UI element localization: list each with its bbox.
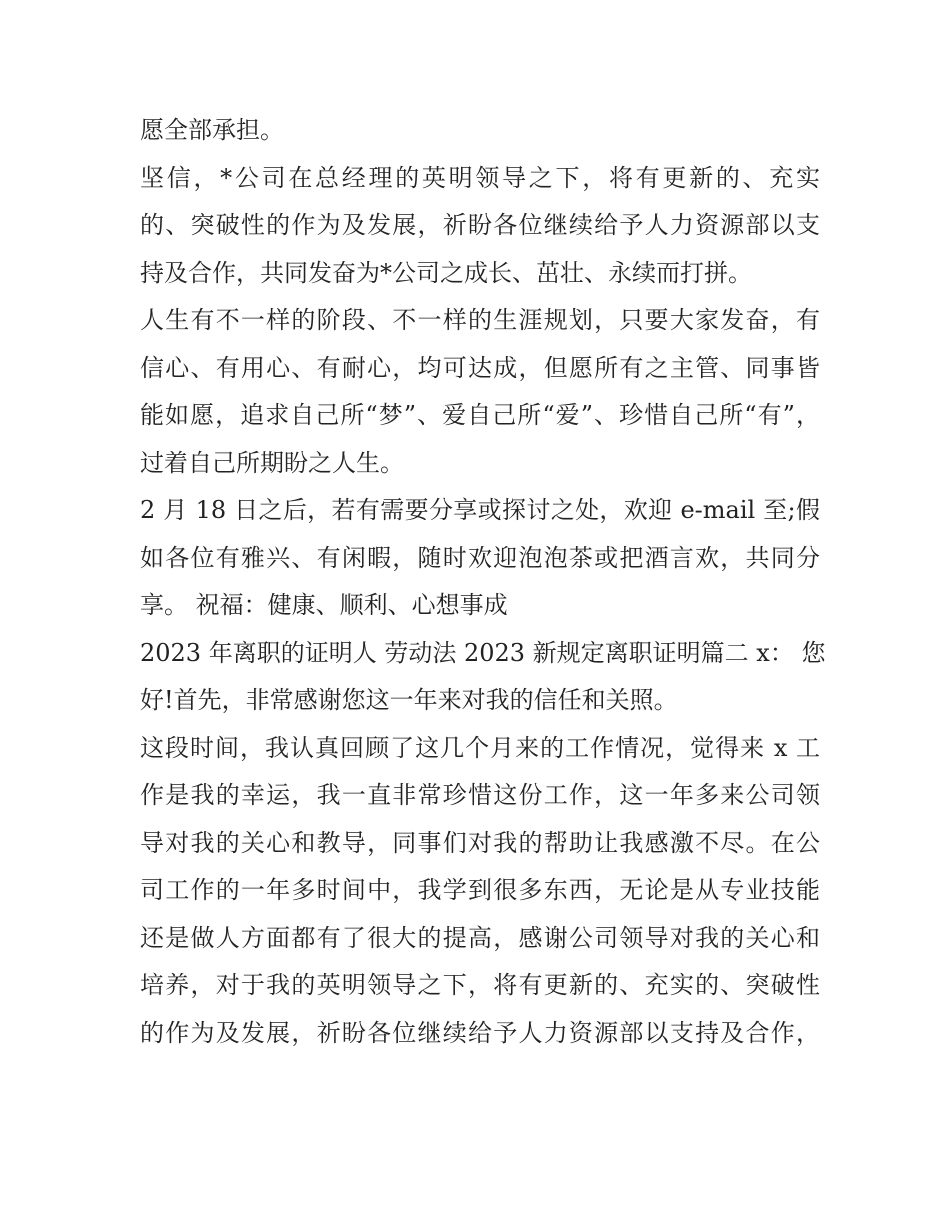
text-line: 人生有不一样的阶段、不一样的生涯规划，只要大家发奋，有 xyxy=(140,306,820,334)
text-line: 过着自己所期盼之人生。 xyxy=(140,448,404,477)
text-line: 2 月 18 日之后，若有需要分享或探讨之处，欢迎 e-mail 至;假 xyxy=(140,496,820,524)
text-line: 导对我的关心和教导，同事们对我的帮助让我感激不尽。在公 xyxy=(140,828,820,857)
text-line: 的作为及发展，祈盼各位继续给予人力资源部以支持及合作， xyxy=(140,1018,820,1047)
text-line: 坚信，*公司在总经理的英明领导之下，将有更新的、充实 xyxy=(140,163,820,192)
text-line: 愿全部承担。 xyxy=(140,116,284,144)
text-line: 能如愿，追求自己所“梦”、爱自己所“爱”、珍惜自己所“有”， xyxy=(140,401,820,429)
text-line: 2023 年离职的证明人 劳动法 2023 新规定离职证明篇二 x： 您 xyxy=(140,638,826,667)
text-line: 这段时间，我认真回顾了这几个月来的工作情况，觉得来 x 工 xyxy=(140,733,820,762)
document-body xyxy=(140,107,826,1057)
text-line: 如各位有雅兴、有闲暇，随时欢迎泡泡茶或把酒言欢，共同分 xyxy=(140,543,820,572)
text-line: 信心、有用心、有耐心，均可达成，但愿所有之主管、同事皆 xyxy=(140,353,820,382)
text-line: 作是我的幸运，我一直非常珍惜这份工作，这一年多来公司领 xyxy=(140,781,820,809)
text-line: 享。 祝福：健康、顺利、心想事成 xyxy=(140,591,508,619)
text-line: 的、突破性的作为及发展，祈盼各位继续给予人力资源部以支 xyxy=(140,211,820,239)
text-line: 好!首先，非常感谢您这一年来对我的信任和关照。 xyxy=(140,686,678,714)
text-line: 还是做人方面都有了很大的提高，感谢公司领导对我的关心和 xyxy=(140,923,820,952)
text-line: 持及合作，共同发奋为*公司之成长、茁壮、永续而打拼。 xyxy=(140,258,752,287)
text-line: 司工作的一年多时间中，我学到很多东西，无论是从专业技能 xyxy=(140,876,820,904)
text-line: 培养，对于我的英明领导之下，将有更新的、充实的、突破性 xyxy=(140,971,820,999)
